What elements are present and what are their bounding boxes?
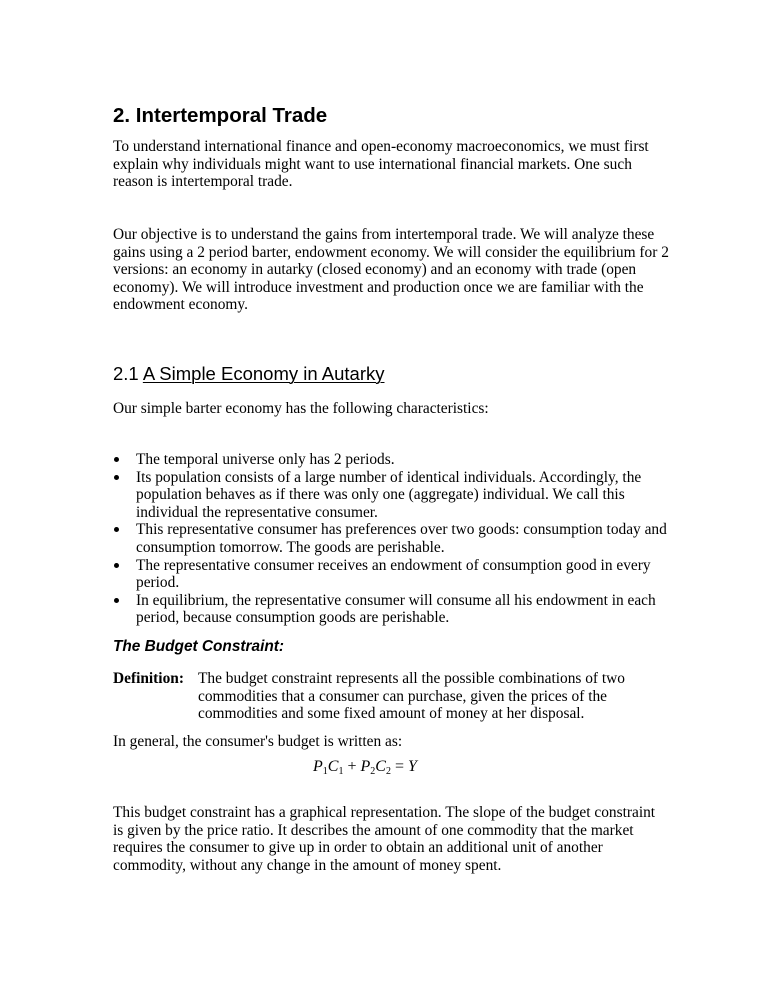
bullet-icon <box>114 475 119 480</box>
list-item: In equilibrium, the representative consumer will consume all his endowment in each period, because consumption goods are perishable. <box>113 592 673 627</box>
graphical-paragraph: This budget constraint has a graphical representation. The slope of the budget constraint is given by the price ratio. It describes the amount of one commodity that the market requires the consumer to give up in order to obtain an additional unit of another commodity, without any change in the amount of money spent. <box>113 804 656 874</box>
section-title: A Simple Economy in Autarky <box>142 363 385 384</box>
characteristics-intro: Our simple barter economy has the following characteristics: <box>113 400 489 417</box>
list-item: The representative consumer receives an endowment of consumption good in every period. <box>113 557 673 592</box>
characteristics-list <box>113 451 673 627</box>
bullet-icon <box>114 457 119 462</box>
section-number: 2.1 <box>113 363 139 384</box>
objective-paragraph: Our objective is to understand the gains from intertemporal trade. We will analyze these gains using a 2 period barter, endowment economy. We will consider the equilibrium for 2 versions: an economy in autarky (closed economy) and an economy with trade (open economy). We will introduce investment and production once we are familiar with the endowment economy. <box>113 226 669 314</box>
subsection-heading: The Budget Constraint: <box>113 638 284 655</box>
bullet-icon <box>114 598 119 603</box>
intro-paragraph: To understand international finance and open-economy macroeconomics, we must first explain why individuals might want to use international financial markets. One such reason is intertemporal trade. <box>113 138 649 191</box>
list-item: The temporal universe only has 2 periods. <box>113 451 673 469</box>
budget-equation: $P_1C_1 + P_2C_2 = Y$ <box>313 758 417 777</box>
definition-text: The budget constraint represents all the possible combinations of two commodities that a consumer can purchase, given the prices of the commodities and some fixed amount of money at her disposal. <box>198 670 625 723</box>
bullet-icon <box>114 527 119 532</box>
list-item: Its population consists of a large number of identical individuals. Accordingly, the population behaves as if there was only one (aggregate) individual. We call this individual the representative consumer. <box>113 469 673 522</box>
bullet-icon <box>114 563 119 568</box>
list-item: This representative consumer has preferences over two goods: consumption today and consumption tomorrow. The goods are perishable. <box>113 521 673 556</box>
general-budget-text: In general, the consumer's budget is written as: <box>113 733 403 750</box>
section-heading <box>113 363 384 385</box>
definition-label: Definition: <box>113 670 184 687</box>
chapter-heading: 2. Intertemporal Trade <box>113 104 328 127</box>
